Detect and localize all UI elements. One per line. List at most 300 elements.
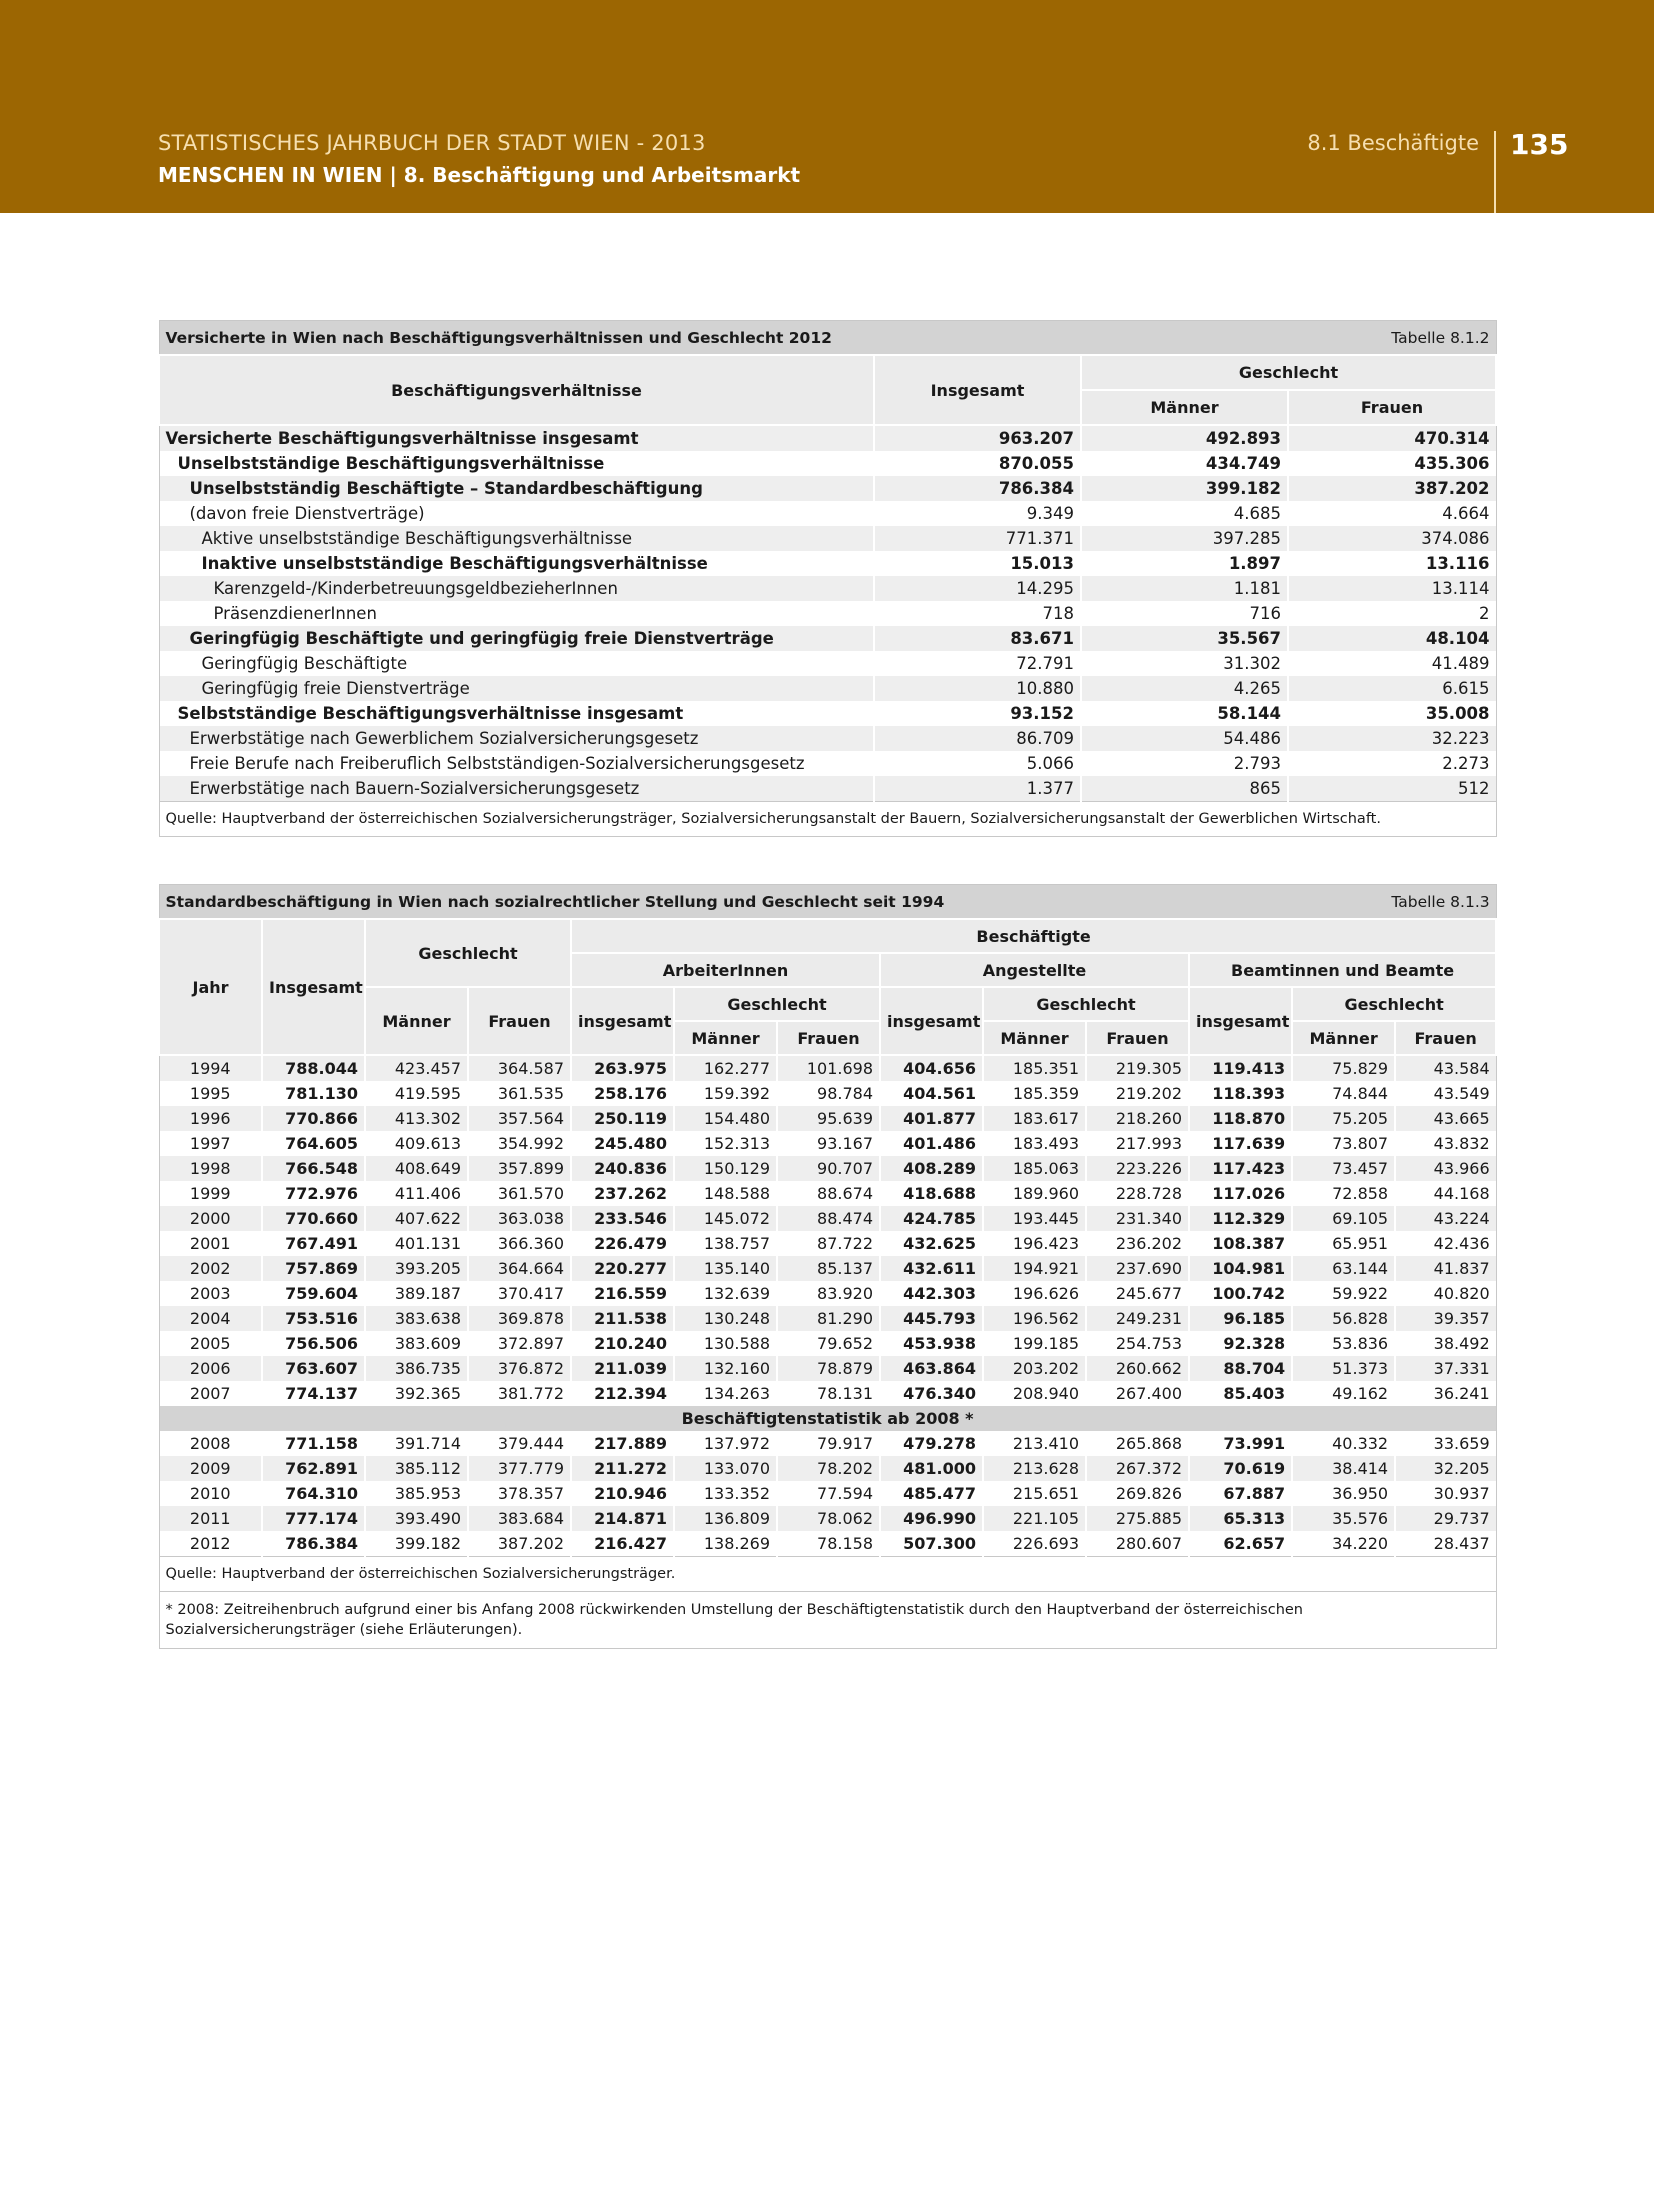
cell-officials-total: 118.870 — [1189, 1106, 1292, 1131]
cell-workers-total: 214.871 — [571, 1506, 674, 1531]
cell-employees-women: 267.400 — [1086, 1381, 1189, 1406]
cell-workers-women: 90.707 — [777, 1156, 880, 1181]
table-row — [159, 776, 1496, 802]
cell-men: 393.205 — [365, 1256, 468, 1281]
cell-employees-total: 485.477 — [880, 1481, 983, 1506]
cell-men: 385.953 — [365, 1481, 468, 1506]
cell-workers-men: 162.277 — [674, 1055, 777, 1081]
cell-workers-women: 87.722 — [777, 1231, 880, 1256]
cell-officials-women: 37.331 — [1395, 1356, 1496, 1381]
cell-total: 718 — [874, 601, 1081, 626]
cell-employees-men: 189.960 — [983, 1181, 1086, 1206]
col-header-employees-women: Frauen — [1086, 1021, 1189, 1055]
cell-men: 35.567 — [1081, 626, 1288, 651]
cell-men: 385.112 — [365, 1456, 468, 1481]
cell-women: 364.664 — [468, 1256, 571, 1281]
cell-total: 786.384 — [874, 476, 1081, 501]
cell-year: 2012 — [189, 1534, 231, 1553]
cell-workers-total: 210.240 — [571, 1331, 674, 1356]
cell-workers-women: 78.158 — [777, 1531, 880, 1557]
cell-year: 1997 — [189, 1134, 231, 1153]
cell-employees-total: 432.625 — [880, 1231, 983, 1256]
cell-workers-men: 133.070 — [674, 1456, 777, 1481]
cell-officials-women: 28.437 — [1395, 1531, 1496, 1557]
col-header-total: Insgesamt — [874, 355, 1081, 425]
cell-officials-total: 65.313 — [1189, 1506, 1292, 1531]
cell-men: 865 — [1081, 776, 1288, 802]
cell-employees-men: 208.940 — [983, 1381, 1086, 1406]
row-label: Unselbstständig Beschäftigte – Standardbeschäftigung — [159, 476, 874, 501]
cell-workers-total: 220.277 — [571, 1256, 674, 1281]
table-row — [159, 1231, 1496, 1256]
cell-workers-total: 250.119 — [571, 1106, 674, 1131]
cell-employees-men: 193.445 — [983, 1206, 1086, 1231]
cell-workers-women: 83.920 — [777, 1281, 880, 1306]
cell-workers-total: 211.538 — [571, 1306, 674, 1331]
table-row — [159, 526, 1496, 551]
table-number: Tabelle 8.1.3 — [1292, 885, 1496, 920]
cell-officials-men: 40.332 — [1292, 1431, 1395, 1456]
col-header-women: Frauen — [468, 987, 571, 1055]
cell-year: 2000 — [159, 1206, 262, 1231]
cell-officials-women: 30.937 — [1395, 1481, 1496, 1506]
table-row — [159, 676, 1496, 701]
cell-employees-total: 408.289 — [880, 1156, 983, 1181]
cell-officials-men: 35.576 — [1292, 1506, 1395, 1531]
row-label: (davon freie Dienstverträge) — [189, 504, 425, 523]
table-title: Standardbeschäftigung in Wien nach sozialrechtlicher Stellung und Geschlecht seit 1994 — [159, 885, 1292, 920]
cell-men: 4.265 — [1081, 676, 1288, 701]
cell-men: 423.457 — [365, 1055, 468, 1081]
cell-women: 41.489 — [1288, 651, 1496, 676]
col-header-officials: Beamtinnen und Beamte — [1189, 953, 1496, 987]
cell-employees-total: 476.340 — [880, 1381, 983, 1406]
row-label: Selbstständige Beschäftigungsverhältnisse insgesamt — [177, 704, 684, 723]
cell-women: 369.878 — [468, 1306, 571, 1331]
cell-employees-women: 269.826 — [1086, 1481, 1189, 1506]
cell-year: 1995 — [189, 1084, 231, 1103]
cell-workers-women: 79.917 — [777, 1431, 880, 1456]
footnote: * 2008: Zeitreihenbruch aufgrund einer bis Anfang 2008 rückwirkenden Umstellung der Beschäftigtenstatistik durch den Hauptverband der österreichischen Sozialversicherungsträger (siehe Erläuterungen). — [159, 1592, 1496, 1649]
cell-employees-women: 231.340 — [1086, 1206, 1189, 1231]
cell-workers-women: 88.474 — [777, 1206, 880, 1231]
cell-officials-women: 43.549 — [1395, 1081, 1496, 1106]
cell-total: 15.013 — [874, 551, 1081, 576]
table-row — [159, 1156, 1496, 1181]
cell-workers-men: 130.588 — [674, 1331, 777, 1356]
cell-officials-men: 34.220 — [1292, 1531, 1395, 1557]
table-row — [159, 701, 1496, 726]
cell-men: 4.685 — [1081, 501, 1288, 526]
cell-men: 393.490 — [365, 1506, 468, 1531]
cell-officials-men: 75.829 — [1292, 1055, 1395, 1081]
cell-year: 2007 — [189, 1384, 231, 1403]
cell-employees-total: 401.877 — [880, 1106, 983, 1131]
source-row — [159, 802, 1496, 837]
col-header-year: Jahr — [159, 919, 262, 1055]
cell-women: 387.202 — [1288, 476, 1496, 501]
table-row — [159, 425, 1496, 451]
cell-workers-total: 211.272 — [571, 1456, 674, 1481]
row-label: Geringfügig Beschäftigte — [201, 654, 408, 673]
cell-year: 2008 — [189, 1434, 231, 1453]
cell-men: 31.302 — [1081, 651, 1288, 676]
cell-workers-total: 211.039 — [571, 1356, 674, 1381]
row-label: Versicherte Beschäftigungsverhältnisse insgesamt — [159, 425, 874, 451]
cell-employees-women: 245.677 — [1086, 1281, 1189, 1306]
cell-women: 6.615 — [1288, 676, 1496, 701]
cell-total: 756.506 — [262, 1331, 365, 1356]
cell-officials-women: 33.659 — [1395, 1431, 1496, 1456]
cell-employees-women: 219.202 — [1086, 1081, 1189, 1106]
cell-officials-men: 56.828 — [1292, 1306, 1395, 1331]
cell-total: 777.174 — [262, 1506, 365, 1531]
cell-workers-total: 210.946 — [571, 1481, 674, 1506]
cell-workers-women: 93.167 — [777, 1131, 880, 1156]
cell-women: 364.587 — [468, 1055, 571, 1081]
row-label: Inaktive unselbstständige Beschäftigungsverhältnisse — [201, 554, 708, 573]
cell-employees-total: 418.688 — [880, 1181, 983, 1206]
cell-year: 1998 — [159, 1156, 262, 1181]
cell-total: 764.310 — [262, 1481, 365, 1506]
subsection-title: 8.1 Beschäftigte — [1307, 131, 1479, 155]
cell-officials-women: 43.584 — [1395, 1055, 1496, 1081]
cell-women: 357.564 — [468, 1106, 571, 1131]
cell-workers-total: 216.559 — [571, 1281, 674, 1306]
table-row — [159, 751, 1496, 776]
cell-total: 770.866 — [262, 1106, 365, 1131]
table-row — [159, 1506, 1496, 1531]
table-row — [159, 1181, 1496, 1206]
table-row — [159, 626, 1496, 651]
cell-employees-women: 260.662 — [1086, 1356, 1189, 1381]
cell-men: 492.893 — [1081, 425, 1288, 451]
cell-officials-women: 42.436 — [1395, 1231, 1496, 1256]
table-row — [159, 1131, 1496, 1156]
cell-workers-women: 95.639 — [777, 1106, 880, 1131]
header-divider — [1494, 131, 1496, 213]
table-row — [159, 1281, 1496, 1306]
publication-title: STATISTISCHES JAHRBUCH DER STADT WIEN - 2013 — [158, 131, 706, 155]
col-header-employees-total: insgesamt — [880, 987, 983, 1055]
cell-men: 1.181 — [1081, 576, 1288, 601]
cell-workers-total: 258.176 — [571, 1081, 674, 1106]
table-8-1-3 — [158, 884, 1497, 1649]
table-8-1-2 — [158, 320, 1497, 837]
table-row — [159, 1256, 1496, 1281]
cell-officials-total: 96.185 — [1189, 1306, 1292, 1331]
table-row — [159, 651, 1496, 676]
cell-employees-total: 404.561 — [880, 1081, 983, 1106]
cell-employees-total: 479.278 — [880, 1431, 983, 1456]
table-row — [159, 1106, 1496, 1131]
row-label: PräsenzdienerInnen — [213, 604, 377, 623]
cell-women: 4.664 — [1288, 501, 1496, 526]
table-row — [159, 726, 1496, 751]
cell-workers-women: 88.674 — [777, 1181, 880, 1206]
cell-employees-men: 194.921 — [983, 1256, 1086, 1281]
cell-men: 408.649 — [365, 1156, 468, 1181]
cell-employees-women: 217.993 — [1086, 1131, 1189, 1156]
cell-workers-total: 226.479 — [571, 1231, 674, 1256]
cell-women: 2.273 — [1288, 751, 1496, 776]
cell-workers-men: 154.480 — [674, 1106, 777, 1131]
cell-workers-women: 101.698 — [777, 1055, 880, 1081]
cell-officials-men: 72.858 — [1292, 1181, 1395, 1206]
cell-workers-women: 77.594 — [777, 1481, 880, 1506]
cell-year: 1996 — [159, 1106, 262, 1131]
col-header-men: Männer — [1081, 390, 1288, 425]
row-label: Erwerbstätige nach Gewerblichem Sozialversicherungsgesetz — [159, 726, 874, 751]
cell-women: 470.314 — [1288, 425, 1496, 451]
cell-workers-men: 132.160 — [674, 1356, 777, 1381]
cell-women: 2 — [1288, 601, 1496, 626]
table-title-bar — [159, 885, 1496, 920]
table-row — [159, 1331, 1496, 1356]
source-note: Quelle: Hauptverband der österreichischen Sozialversicherungsträger. — [159, 1557, 1496, 1592]
cell-officials-total: 118.393 — [1189, 1081, 1292, 1106]
col-header-men: Männer — [365, 987, 468, 1055]
cell-men: 409.613 — [365, 1131, 468, 1156]
cell-women: 32.223 — [1288, 726, 1496, 751]
cell-total: 1.377 — [874, 776, 1081, 802]
col-header-category: Beschäftigungsverhältnisse — [159, 355, 874, 425]
cell-workers-men: 137.972 — [674, 1431, 777, 1456]
cell-total: 771.371 — [874, 526, 1081, 551]
table-row — [159, 1531, 1496, 1557]
cell-year: 2001 — [189, 1234, 231, 1253]
cell-workers-women: 78.879 — [777, 1356, 880, 1381]
cell-men: 1.897 — [1081, 551, 1288, 576]
cell-women: 357.899 — [468, 1156, 571, 1181]
cell-year: 2009 — [159, 1456, 262, 1481]
cell-officials-men: 53.836 — [1292, 1331, 1395, 1356]
cell-officials-women: 44.168 — [1395, 1181, 1496, 1206]
cell-total: 10.880 — [874, 676, 1081, 701]
col-header-workers-gender: Geschlecht — [674, 987, 880, 1021]
cell-women: 512 — [1288, 776, 1496, 802]
cell-officials-men: 73.807 — [1292, 1131, 1395, 1156]
cell-workers-men: 130.248 — [674, 1306, 777, 1331]
cell-employees-men: 213.410 — [983, 1431, 1086, 1456]
cell-employees-women: 254.753 — [1086, 1331, 1189, 1356]
cell-total: 753.516 — [262, 1306, 365, 1331]
series-break-label: Beschäftigtenstatistik ab 2008 * — [159, 1406, 1496, 1431]
cell-officials-total: 73.991 — [1189, 1431, 1292, 1456]
cell-officials-total: 70.619 — [1189, 1456, 1292, 1481]
cell-total: 763.607 — [262, 1356, 365, 1381]
cell-officials-women: 36.241 — [1395, 1381, 1496, 1406]
cell-employees-men: 221.105 — [983, 1506, 1086, 1531]
cell-officials-total: 108.387 — [1189, 1231, 1292, 1256]
cell-workers-women: 81.290 — [777, 1306, 880, 1331]
cell-officials-total: 112.329 — [1189, 1206, 1292, 1231]
table-row — [159, 501, 1496, 526]
cell-workers-women: 78.202 — [777, 1456, 880, 1481]
cell-employees-women: 228.728 — [1086, 1181, 1189, 1206]
page-number: 135 — [1510, 128, 1569, 161]
cell-women: 372.897 — [468, 1331, 571, 1356]
cell-workers-total: 216.427 — [571, 1531, 674, 1557]
cell-year: 2002 — [159, 1256, 262, 1281]
cell-employees-men: 196.423 — [983, 1231, 1086, 1256]
cell-year: 1994 — [159, 1055, 262, 1081]
cell-men: 58.144 — [1081, 701, 1288, 726]
source-note: Quelle: Hauptverband der österreichischen Sozialversicherungsträger, Sozialversicherungsanstalt der Bauern, Sozialversicherungsanstalt der Gewerblichen Wirtschaft. — [159, 802, 1496, 837]
table-row — [159, 1431, 1496, 1456]
cell-total: 83.671 — [874, 626, 1081, 651]
cell-year: 2004 — [159, 1306, 262, 1331]
table-row — [159, 1055, 1496, 1081]
row-label: Unselbstständige Beschäftigungsverhältnisse — [177, 454, 605, 473]
cell-officials-men: 73.457 — [1292, 1156, 1395, 1181]
cell-workers-men: 133.352 — [674, 1481, 777, 1506]
cell-workers-women: 79.652 — [777, 1331, 880, 1356]
cell-total: 766.548 — [262, 1156, 365, 1181]
cell-officials-women: 40.820 — [1395, 1281, 1496, 1306]
cell-total: 870.055 — [874, 451, 1081, 476]
cell-year: 2005 — [189, 1334, 231, 1353]
cell-women: 366.360 — [468, 1231, 571, 1256]
col-header-workers-women: Frauen — [777, 1021, 880, 1055]
cell-women: 377.779 — [468, 1456, 571, 1481]
cell-officials-total: 92.328 — [1189, 1331, 1292, 1356]
cell-men: 716 — [1081, 601, 1288, 626]
cell-workers-men: 150.129 — [674, 1156, 777, 1181]
cell-officials-women: 43.832 — [1395, 1131, 1496, 1156]
cell-employees-total: 445.793 — [880, 1306, 983, 1331]
table-row — [159, 601, 1496, 626]
cell-employees-men: 196.626 — [983, 1281, 1086, 1306]
cell-women: 376.872 — [468, 1356, 571, 1381]
cell-men: 389.187 — [365, 1281, 468, 1306]
cell-men: 434.749 — [1081, 451, 1288, 476]
cell-employees-men: 183.493 — [983, 1131, 1086, 1156]
chapter-title: 8. Beschäftigung und Arbeitsmarkt — [403, 163, 801, 187]
table-row — [159, 451, 1496, 476]
cell-employees-total: 401.486 — [880, 1131, 983, 1156]
table-row — [159, 1206, 1496, 1231]
cell-men: 383.638 — [365, 1306, 468, 1331]
cell-employees-men: 226.693 — [983, 1531, 1086, 1557]
cell-employees-men: 199.185 — [983, 1331, 1086, 1356]
col-header-women: Frauen — [1288, 390, 1496, 425]
table-number: Tabelle 8.1.2 — [1288, 321, 1496, 356]
table-row — [159, 1306, 1496, 1331]
cell-employees-total: 453.938 — [880, 1331, 983, 1356]
table-row — [159, 1481, 1496, 1506]
cell-men: 401.131 — [365, 1231, 468, 1256]
cell-men: 419.595 — [365, 1081, 468, 1106]
cell-year: 1999 — [189, 1184, 231, 1203]
cell-men: 54.486 — [1081, 726, 1288, 751]
cell-men: 399.182 — [1081, 476, 1288, 501]
cell-employees-total: 442.303 — [880, 1281, 983, 1306]
cell-officials-men: 74.844 — [1292, 1081, 1395, 1106]
table-title-bar — [159, 321, 1496, 356]
cell-women: 378.357 — [468, 1481, 571, 1506]
cell-officials-men: 38.414 — [1292, 1456, 1395, 1481]
cell-employees-total: 463.864 — [880, 1356, 983, 1381]
cell-employees-men: 183.617 — [983, 1106, 1086, 1131]
cell-workers-men: 145.072 — [674, 1206, 777, 1231]
cell-women: 354.992 — [468, 1131, 571, 1156]
cell-men: 386.735 — [365, 1356, 468, 1381]
page-header — [0, 0, 1654, 213]
cell-officials-women: 41.837 — [1395, 1256, 1496, 1281]
cell-workers-men: 138.757 — [674, 1231, 777, 1256]
cell-total: 772.976 — [262, 1181, 365, 1206]
cell-total: 767.491 — [262, 1231, 365, 1256]
cell-officials-women: 38.492 — [1395, 1331, 1496, 1356]
cell-employees-men: 185.359 — [983, 1081, 1086, 1106]
cell-total: 786.384 — [262, 1531, 365, 1557]
chapter-line — [158, 163, 800, 187]
row-label: Karenzgeld-/KinderbetreuungsgeldbezieherInnen — [159, 576, 874, 601]
cell-officials-women: 39.357 — [1395, 1306, 1496, 1331]
cell-employees-women: 275.885 — [1086, 1506, 1189, 1531]
cell-total: 14.295 — [874, 576, 1081, 601]
cell-officials-total: 67.887 — [1189, 1481, 1292, 1506]
cell-total: 963.207 — [874, 425, 1081, 451]
cell-total: 762.891 — [262, 1456, 365, 1481]
col-header-employees: Angestellte — [880, 953, 1189, 987]
cell-workers-men: 135.140 — [674, 1256, 777, 1281]
cell-women: 35.008 — [1288, 701, 1496, 726]
cell-workers-men: 136.809 — [674, 1506, 777, 1531]
col-header-gender: Geschlecht — [365, 919, 571, 987]
row-label: Freie Berufe nach Freiberuflich Selbstständigen-Sozialversicherungsgesetz — [189, 754, 805, 773]
col-header-officials-total: insgesamt — [1189, 987, 1292, 1055]
cell-officials-total: 104.981 — [1189, 1256, 1292, 1281]
table-row — [159, 476, 1496, 501]
cell-employees-women: 218.260 — [1086, 1106, 1189, 1131]
cell-women: 361.535 — [468, 1081, 571, 1106]
cell-employees-men: 213.628 — [983, 1456, 1086, 1481]
col-header-workers-men: Männer — [674, 1021, 777, 1055]
footnote-row — [159, 1592, 1496, 1649]
cell-officials-men: 59.922 — [1292, 1281, 1395, 1306]
table-row — [159, 1456, 1496, 1481]
col-header-officials-women: Frauen — [1395, 1021, 1496, 1055]
cell-workers-women: 78.131 — [777, 1381, 880, 1406]
cell-women: 363.038 — [468, 1206, 571, 1231]
cell-employees-women: 265.868 — [1086, 1431, 1189, 1456]
col-header-officials-men: Männer — [1292, 1021, 1395, 1055]
cell-total: 5.066 — [874, 751, 1081, 776]
cell-officials-men: 65.951 — [1292, 1231, 1395, 1256]
cell-workers-total: 212.394 — [571, 1381, 674, 1406]
cell-officials-men: 36.950 — [1292, 1481, 1395, 1506]
cell-officials-men: 51.373 — [1292, 1356, 1395, 1381]
col-header-employees-gender: Geschlecht — [983, 987, 1189, 1021]
cell-men: 2.793 — [1081, 751, 1288, 776]
cell-workers-total: 237.262 — [571, 1181, 674, 1206]
cell-officials-total: 119.413 — [1189, 1055, 1292, 1081]
cell-men: 407.622 — [365, 1206, 468, 1231]
cell-year: 2010 — [189, 1484, 231, 1503]
cell-women: 370.417 — [468, 1281, 571, 1306]
table-row — [159, 1381, 1496, 1406]
cell-women: 374.086 — [1288, 526, 1496, 551]
cell-year: 2003 — [189, 1284, 231, 1303]
cell-officials-women: 43.665 — [1395, 1106, 1496, 1131]
cell-women: 361.570 — [468, 1181, 571, 1206]
cell-women: 13.116 — [1288, 551, 1496, 576]
cell-officials-total: 88.704 — [1189, 1356, 1292, 1381]
cell-year: 2006 — [159, 1356, 262, 1381]
cell-workers-total: 263.975 — [571, 1055, 674, 1081]
